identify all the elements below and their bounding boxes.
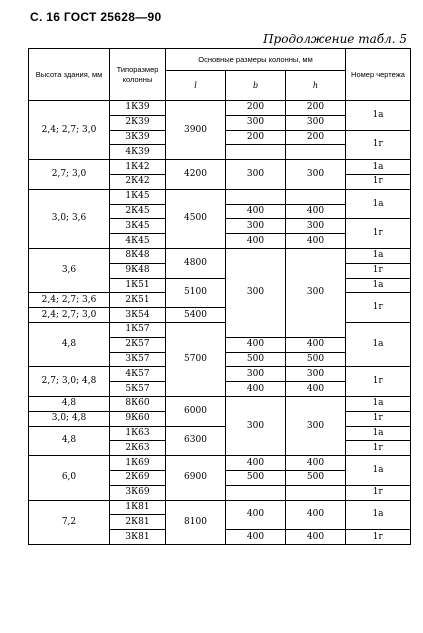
cell-h: 300 — [286, 219, 346, 234]
cell-h: 300 — [286, 115, 346, 130]
cell-drawing: 1а — [346, 500, 411, 530]
cell-h: 400 — [286, 234, 346, 249]
cell-h: 300 — [286, 396, 346, 455]
cell-b: 200 — [226, 130, 286, 145]
cell-b: 300 — [226, 219, 286, 234]
cell-l: 5400 — [166, 308, 226, 323]
cell-type: 4К39 — [110, 145, 166, 160]
cell-type: 2К42 — [110, 174, 166, 189]
table-row — [29, 248, 411, 263]
cell-type: 8К48 — [110, 248, 166, 263]
cell-drawing: 1а — [346, 189, 411, 219]
table-body — [29, 101, 411, 545]
cell-drawing: 1а — [346, 426, 411, 441]
cell-type: 3К69 — [110, 485, 166, 500]
cell-l: 5100 — [166, 278, 226, 308]
cell-h: 400 — [286, 382, 346, 397]
cell-h — [286, 189, 346, 204]
cell-type: 8К60 — [110, 396, 166, 411]
cell-drawing: 1а — [346, 456, 411, 486]
cell-l: 6900 — [166, 456, 226, 500]
cell-height: 2,7; 3,0; 4,8 — [29, 367, 110, 397]
table-row — [29, 322, 411, 337]
cell-height: 2,4; 2,7; 3,0 — [29, 308, 110, 323]
cell-drawing: 1а — [346, 101, 411, 131]
cell-l: 4500 — [166, 189, 226, 248]
cell-h: 200 — [286, 101, 346, 116]
page-header: С. 16 ГОСТ 25628—90 — [30, 10, 162, 24]
cell-b: 300 — [226, 115, 286, 130]
cell-l: 8100 — [166, 500, 226, 544]
cell-type: 2К69 — [110, 470, 166, 485]
table-row — [29, 500, 411, 515]
cell-b: 400 — [226, 530, 286, 545]
cell-b — [226, 485, 286, 500]
cell-h: 300 — [286, 367, 346, 382]
table-row — [29, 396, 411, 411]
table-row — [29, 101, 411, 116]
cell-b — [226, 189, 286, 204]
cell-type: 3К54 — [110, 308, 166, 323]
cell-type: 1К39 — [110, 101, 166, 116]
cell-h: 400 — [286, 456, 346, 471]
cell-drawing: 1а — [346, 322, 411, 366]
cell-drawing: 1г — [346, 174, 411, 189]
cell-drawing: 1г — [346, 485, 411, 500]
col-header-h: h — [286, 71, 346, 101]
cell-type: 2К81 — [110, 515, 166, 530]
cell-drawing: 1г — [346, 441, 411, 456]
cell-type: 1К51 — [110, 278, 166, 293]
cell-drawing: 1г — [346, 411, 411, 426]
cell-type: 3К81 — [110, 530, 166, 545]
cell-type: 1К45 — [110, 189, 166, 204]
dimensions-table — [28, 48, 411, 545]
cell-l: 6300 — [166, 426, 226, 456]
cell-height: 2,4; 2,7; 3,0 — [29, 101, 110, 160]
cell-drawing: 1а — [346, 278, 411, 293]
cell-type: 1К69 — [110, 456, 166, 471]
col-header-l: l — [166, 71, 226, 101]
cell-type: 9К60 — [110, 411, 166, 426]
table-row — [29, 160, 411, 175]
cell-h: 400 — [286, 204, 346, 219]
cell-b: 400 — [226, 382, 286, 397]
cell-type: 3К45 — [110, 219, 166, 234]
cell-b: 500 — [226, 470, 286, 485]
cell-height: 6,0 — [29, 456, 110, 500]
table-row — [29, 189, 411, 204]
cell-b: 200 — [226, 101, 286, 116]
cell-type: 2К63 — [110, 441, 166, 456]
cell-b: 400 — [226, 204, 286, 219]
cell-h: 500 — [286, 470, 346, 485]
cell-drawing: 1г — [346, 130, 411, 160]
table-continuation-caption: Продолжение табл. 5 — [263, 32, 407, 46]
col-header-b: b — [226, 71, 286, 101]
cell-b: 500 — [226, 352, 286, 367]
cell-type: 1К81 — [110, 500, 166, 515]
cell-drawing: 1г — [346, 367, 411, 397]
cell-h: 300 — [286, 160, 346, 190]
cell-drawing: 1г — [346, 219, 411, 249]
cell-height: 4,8 — [29, 322, 110, 366]
cell-height: 2,4; 2,7; 3,6 — [29, 293, 110, 308]
cell-b: 400 — [226, 456, 286, 471]
col-header-height: Высота здания, мм — [29, 49, 110, 101]
cell-b: 300 — [226, 396, 286, 455]
cell-height: 4,8 — [29, 396, 110, 411]
cell-b: 400 — [226, 500, 286, 530]
cell-l: 3900 — [166, 101, 226, 160]
cell-l: 5700 — [166, 322, 226, 396]
cell-h: 500 — [286, 352, 346, 367]
cell-l: 6000 — [166, 396, 226, 426]
cell-height: 3,0; 4,8 — [29, 411, 110, 426]
cell-type: 4К45 — [110, 234, 166, 249]
cell-b — [226, 145, 286, 160]
cell-b: 400 — [226, 337, 286, 352]
cell-b: 300 — [226, 248, 286, 337]
table-row — [29, 426, 411, 441]
cell-drawing: 1а — [346, 160, 411, 175]
cell-h: 300 — [286, 248, 346, 337]
col-header-dims-group: Основные размеры колонны, мм — [166, 49, 346, 71]
cell-type: 2К45 — [110, 204, 166, 219]
cell-height: 3,6 — [29, 248, 110, 292]
cell-type: 2К57 — [110, 337, 166, 352]
cell-type: 3К57 — [110, 352, 166, 367]
cell-height: 4,8 — [29, 426, 110, 456]
cell-b: 300 — [226, 367, 286, 382]
cell-h — [286, 145, 346, 160]
cell-b: 400 — [226, 234, 286, 249]
col-header-drawing: Номер чертежа — [346, 49, 411, 101]
cell-l: 4200 — [166, 160, 226, 190]
cell-type: 2К39 — [110, 115, 166, 130]
cell-drawing: 1г — [346, 263, 411, 278]
cell-l: 4800 — [166, 248, 226, 278]
cell-drawing: 1г — [346, 530, 411, 545]
cell-type: 2К51 — [110, 293, 166, 308]
cell-height: 3,0; 3,6 — [29, 189, 110, 248]
cell-type: 9К48 — [110, 263, 166, 278]
cell-type: 3К39 — [110, 130, 166, 145]
cell-b: 300 — [226, 160, 286, 190]
cell-type: 1К63 — [110, 426, 166, 441]
table-row — [29, 456, 411, 471]
cell-h: 200 — [286, 130, 346, 145]
cell-h: 400 — [286, 500, 346, 530]
cell-type: 4К57 — [110, 367, 166, 382]
cell-h: 400 — [286, 530, 346, 545]
cell-drawing: 1а — [346, 248, 411, 263]
cell-drawing: 1а — [346, 396, 411, 411]
col-header-type: Типоразмер колонны — [110, 49, 166, 101]
cell-h: 400 — [286, 337, 346, 352]
cell-height: 7,2 — [29, 500, 110, 544]
cell-type: 5К57 — [110, 382, 166, 397]
cell-type: 1К42 — [110, 160, 166, 175]
cell-h — [286, 485, 346, 500]
cell-type: 1К57 — [110, 322, 166, 337]
cell-drawing: 1г — [346, 293, 411, 323]
cell-height: 2,7; 3,0 — [29, 160, 110, 190]
